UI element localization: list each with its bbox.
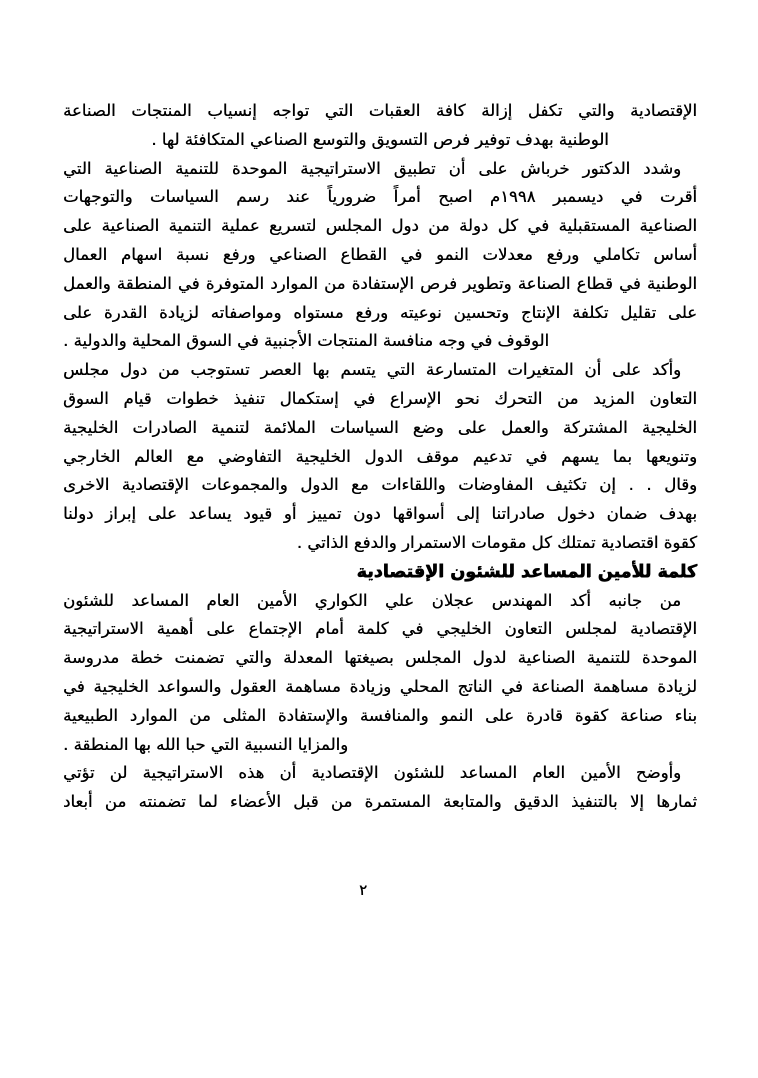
text-line: كقوة اقتصادية تمتلك كل مقومات الاستمرار والدفع الذاتي . [296, 532, 697, 552]
text-line: وقال . . إن تكثيف المفاوضات واللقاءات مع الدول والمجموعات الإقتصادية الاخرى [63, 475, 697, 495]
text-line: على تقليل تكلفة الإنتاج وتحسين نوعيته ورفع مستواه ومواصفاته لزيادة القدرة على [63, 302, 697, 322]
text-line: والمزايا النسبية التي حبا الله بها المنطقة . [63, 734, 349, 754]
text-line: وأكد على أن المتغيرات المتسارعة التي يتسم بها العصر تستوجب من دول مجلس [63, 360, 681, 380]
section-heading: كلمة للأمين المساعد للشئون الإقتصادية [356, 561, 697, 582]
article-body [63, 97, 697, 817]
text-line: أساس تكاملي ورفع معدلات النمو في القطاع الصناعي ورفع نسبة اسهام العمال [63, 244, 697, 264]
text-line: وتنويعها بما يسهم في تدعيم موقف الدول الخليجية التفاوضي مع العالم الخارجي [63, 446, 697, 466]
text-line: الوطنية في قطاع الصناعة وتطوير فرص الإستفادة من الموارد المتوفرة في المنطقة والعمل [63, 273, 697, 293]
text-line: الوطنية بهدف توفير فرص التسويق والتوسع الصناعي المتكافئة لها . [151, 129, 609, 149]
text-line: بناء صناعة كقوة قادرة على النمو والمنافسة والإستفادة المثلى من الموارد الطبيعية [63, 705, 697, 725]
text-line: بهدف ضمان دخول صادراتنا إلى أسواقها دون تمييز أو قيود يساعد على إبراز دولنا [63, 504, 697, 524]
text-line: أقرت في ديسمبر ١٩٩٨م اصبح أمراً ضرورياً عند رسم السياسات والتوجهات [63, 187, 698, 207]
text-line: وأوضح الأمين العام المساعد للشئون الإقتصادية أن هذه الاستراتيجية لن تؤتي [63, 763, 681, 783]
page-number: ٢ [358, 881, 368, 899]
text-line: الموحدة للتنمية الصناعية لدول المجلس بصيغتها المعدلة والتي تضمنت خطة مدروسة [63, 648, 697, 668]
text-line: التعاون المزيد من التحرك نحو الإسراع في إستكمال تنفيذ خطوات قيام السوق [63, 388, 697, 408]
text-line: الإقتصادية لمجلس التعاون الخليجي في كلمة أمام الإجتماع على أهمية الاستراتيجية [63, 619, 697, 639]
text-line: الصناعية المستقبلية في كل دولة من دول المجلس لتسريع عملية التنمية الصناعية على [63, 216, 697, 236]
text-line: الخليجية المشتركة والعمل على وضع السياسات الملائمة لتنمية الصادرات الخليجية [63, 417, 697, 437]
text-line: لزيادة مساهمة الصناعة في الناتج المحلي وزيادة مساهمة العقول والسواعد الخليجية في [63, 676, 697, 696]
text-line: وشدد الدكتور خرباش على أن تطبيق الاستراتيجية الموحدة للتنمية الصناعية التي [63, 158, 681, 178]
text-line: الإقتصادية والتي تكفل إزالة كافة العقبات التي تواجه إنسياب المنتجات الصناعة [63, 101, 697, 120]
text-line: ثمارها إلا بالتنفيذ الدقيق والمتابعة المستمرة من قبل الأعضاء لما تضمنته من أبعاد [63, 792, 697, 812]
text-line: الوقوف في وجه منافسة المنتجات الأجنبية في السوق المحلية والدولية . [63, 331, 550, 351]
text-line: من جانبه أكد المهندس عجلان علي الكواري الأمين العام المساعد للشئون [63, 590, 681, 610]
